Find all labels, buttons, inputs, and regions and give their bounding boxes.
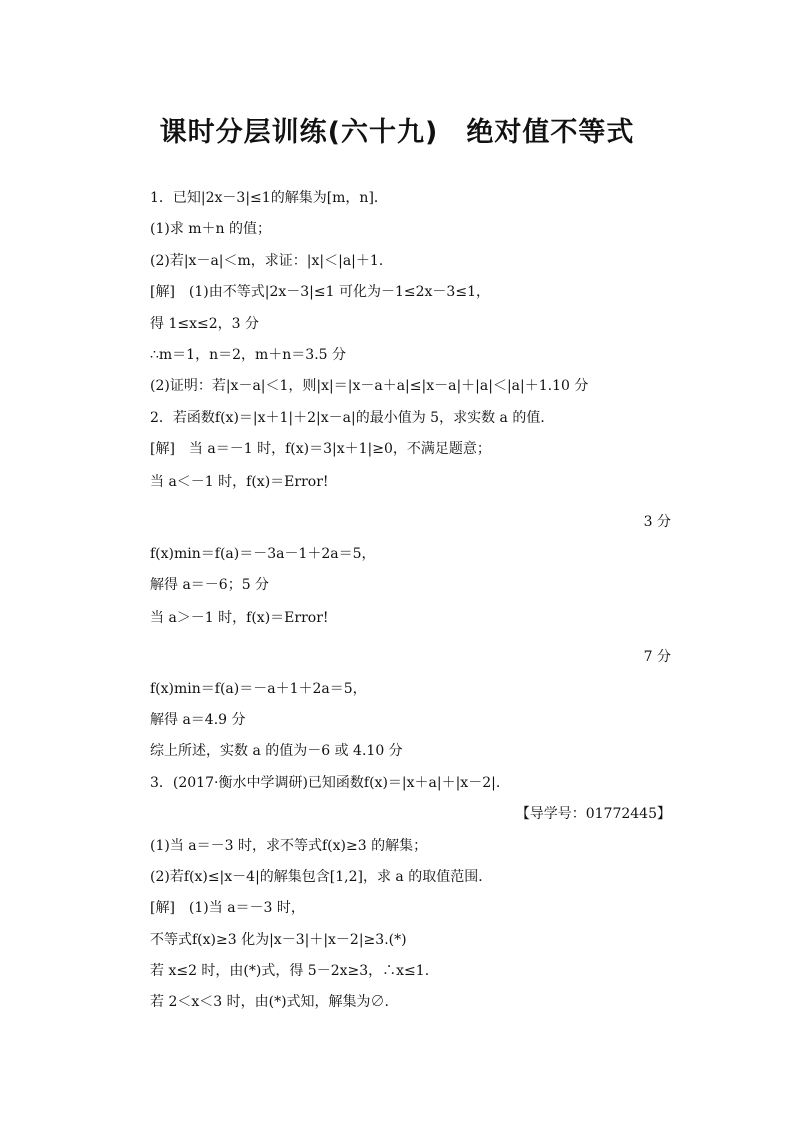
text-line: 解得 a＝－6；5 分 — [150, 577, 270, 593]
score-note: 3 分 — [643, 514, 671, 530]
text-line: 不等式f(x)≥3 化为|x－3|＋|x－2|≥3.(*) — [150, 932, 407, 948]
text-line: [解] (1)由不等式|2x－3|≤1 可化为－1≤2x－3≤1， — [150, 284, 490, 300]
text-line: f(x)min＝f(a)＝－3a－1＋2a＝5， — [150, 546, 376, 562]
text-line: f(x)min＝f(a)＝－a＋1＋2a＝5， — [150, 681, 367, 697]
text-line: [解] (1)当 a＝－3 时， — [150, 900, 305, 916]
text-line: 1．已知|2x－3|≤1的解集为[m，n]． — [150, 190, 388, 206]
text-line: 综上所述，实数 a 的值为－6 或 4.10 分 — [150, 743, 403, 759]
text-line: 解得 a＝4.9 分 — [150, 712, 246, 728]
page-title: 课时分层训练(六十九) 绝对值不等式 — [159, 117, 635, 148]
text-line: (1)当 a＝－3 时，求不等式f(x)≥3 的解集； — [150, 838, 428, 854]
text-line: ∴m＝1，n＝2，m＋n＝3.5 分 — [150, 347, 347, 363]
text-line: 得 1≤x≤2，3 分 — [150, 316, 259, 332]
text-line: 当 a＜－1 时，f(x)＝Error! — [150, 474, 329, 490]
guide-number: 【导学号：01772445】 — [515, 806, 671, 822]
text-line: 2．若函数f(x)＝|x＋1|＋2|x－a|的最小值为 5，求实数 a 的值． — [150, 410, 555, 426]
text-line: (2)证明：若|x－a|＜1，则|x|＝|x－a＋a|≤|x－a|＋|a|＜|a|＋1.10 分 — [150, 378, 589, 394]
text-line: (2)若f(x)≤|x－4|的解集包含[1,2]，求 a 的取值范围． — [150, 869, 493, 885]
text-line: 当 a＞－1 时，f(x)＝Error! — [150, 610, 329, 626]
text-line: 若 2＜x＜3 时，由(*)式知，解集为∅. — [150, 994, 389, 1010]
score-note: 7 分 — [643, 649, 671, 665]
text-line: (1)求 m＋n 的值； — [150, 221, 272, 237]
text-line: 3．(2017·衡水中学调研)已知函数f(x)＝|x＋a|＋|x－2|. — [150, 775, 501, 791]
text-line: 若 x≤2 时，由(*)式，得 5－2x≥3，∴x≤1. — [150, 963, 430, 979]
text-line: [解] 当 a＝－1 时，f(x)＝3|x＋1|≥0，不满足题意； — [150, 441, 491, 457]
text-line: (2)若|x－a|＜m，求证：|x|＜|a|＋1. — [150, 253, 384, 269]
